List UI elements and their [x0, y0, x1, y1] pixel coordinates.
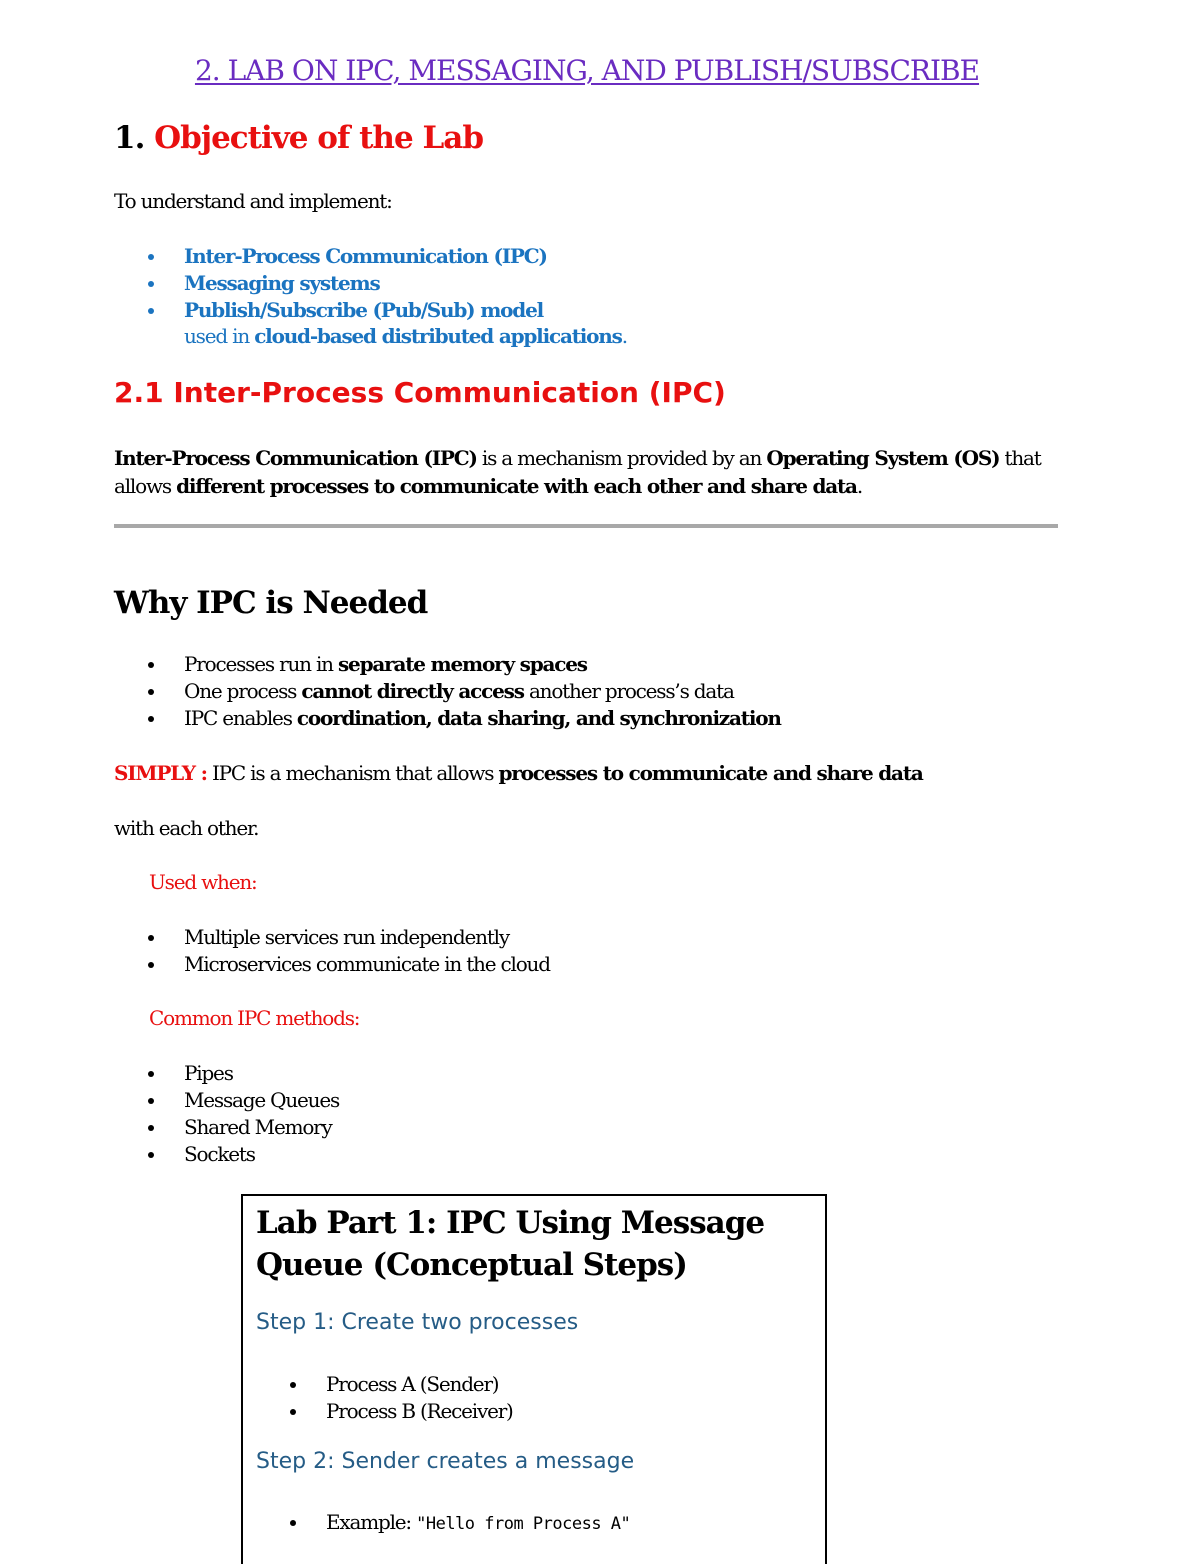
- objective-heading: [114, 120, 483, 156]
- list-item: Microservices communicate in the cloud: [146, 951, 550, 978]
- item-text: One process: [184, 679, 302, 703]
- def-text-2: that: [999, 446, 1041, 470]
- list-item: [146, 678, 781, 705]
- list-item: Multiple services run independently: [146, 924, 550, 951]
- used-when-label: Used when:: [149, 870, 257, 894]
- used-when-list: [146, 924, 550, 978]
- simply-label: SIMPLY :: [114, 761, 207, 785]
- why-heading: Why IPC is Needed: [114, 585, 428, 621]
- list-item: Sockets: [146, 1141, 339, 1168]
- objective-list: [146, 243, 547, 324]
- list-item: Pipes: [146, 1060, 339, 1087]
- step2-heading: Step 2: Sender creates a message: [256, 1449, 635, 1474]
- continuation-suffix: .: [621, 324, 627, 348]
- why-list: [146, 651, 781, 732]
- list-item: [288, 1509, 630, 1536]
- item-text: IPC enables: [184, 706, 297, 730]
- simply-text: IPC is a mechanism that allows: [206, 761, 499, 785]
- list-item: [146, 651, 781, 678]
- list-item: Publish/Subscribe (Pub/Sub) model: [146, 297, 547, 324]
- horizontal-rule: [114, 524, 1058, 528]
- lab-part1-title: Lab Part 1: IPC Using Message Queue (Conceptual Steps): [256, 1205, 765, 1283]
- methods-list: [146, 1060, 339, 1168]
- step2-list: [288, 1509, 630, 1536]
- lab-part1-box: [241, 1194, 827, 1564]
- step1-list: [288, 1371, 513, 1425]
- def-text-1: is a mechanism provided by an: [476, 446, 767, 470]
- ipc-section-heading: 2.1 Inter-Process Communication (IPC): [114, 376, 726, 409]
- example-code: "Hello from Process A": [416, 1514, 631, 1534]
- example-label: Example:: [326, 1510, 417, 1534]
- def-bold-1: Inter-Process Communication (IPC): [114, 446, 477, 470]
- def-end: .: [856, 474, 862, 498]
- simply-continuation: with each other.: [114, 816, 259, 840]
- list-item: Messaging systems: [146, 270, 547, 297]
- simply-bold: processes to communicate and share data: [498, 761, 923, 785]
- list-item: [146, 705, 781, 732]
- continuation-prefix: used in: [184, 324, 255, 348]
- objective-heading-text: Objective of the Lab: [154, 120, 484, 156]
- def-bold-3: different processes to communicate with each other and share data: [176, 474, 857, 498]
- item-text: Processes run in: [184, 652, 338, 676]
- ipc-definition-line1: [114, 446, 1041, 470]
- methods-label: Common IPC methods:: [149, 1006, 360, 1030]
- item-bold: cannot directly access: [301, 679, 524, 703]
- def-bold-2: Operating System (OS): [766, 446, 1000, 470]
- step1-heading: Step 1: Create two processes: [256, 1310, 579, 1335]
- document-title: 2. LAB ON IPC, MESSAGING, AND PUBLISH/SUBSCRIBE: [194, 54, 980, 87]
- objective-number: 1.: [114, 120, 145, 156]
- def-line2-text: allows: [114, 474, 177, 498]
- objective-continuation: [184, 324, 627, 348]
- list-item: Message Queues: [146, 1087, 339, 1114]
- simply-line: [114, 761, 923, 785]
- list-item: Shared Memory: [146, 1114, 339, 1141]
- list-item: Inter-Process Communication (IPC): [146, 243, 547, 270]
- item-bold: coordination, data sharing, and synchronization: [296, 706, 781, 730]
- continuation-bold: cloud-based distributed applications: [254, 324, 622, 348]
- item-bold: separate memory spaces: [338, 652, 587, 676]
- objective-intro: To understand and implement:: [114, 189, 392, 213]
- ipc-definition-line2: [114, 474, 862, 498]
- item-text: another process’s data: [523, 679, 734, 703]
- list-item: Process B (Receiver): [288, 1398, 513, 1425]
- list-item: Process A (Sender): [288, 1371, 513, 1398]
